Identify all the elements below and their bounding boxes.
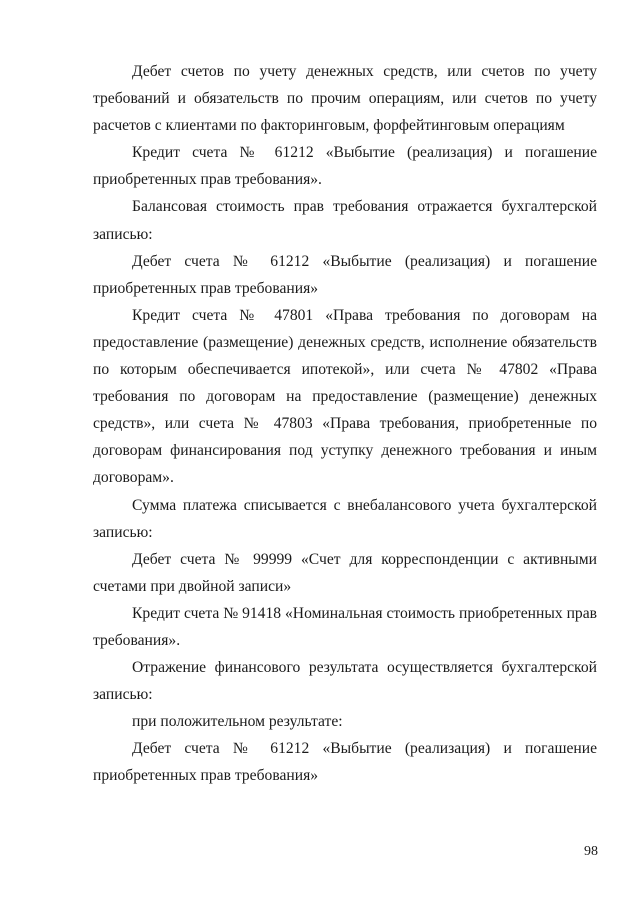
paragraph-debit-61212-final: Дебет счета № 61212 «Выбытие (реализация) и погашение приобретенных прав требования» <box>93 740 597 785</box>
page-number: 98 <box>584 844 598 859</box>
paragraph-debit-61212: Дебет счета № 61212 «Выбытие (реализация) и погашение приобретенных прав требования» <box>93 252 597 297</box>
paragraph-book-value: Балансовая стоимость прав требования отражается бухгалтерской записью: <box>93 198 597 243</box>
paragraph-financial-result: Отражение финансового результата осуществляется бухгалтерской записью: <box>93 659 597 704</box>
paragraph-debit-99999: Дебет счета № 99999 «Счет для корреспонденции с активными счетами при двойной записи» <box>93 550 597 595</box>
paragraph-positive-result: при положительном результате: <box>132 713 343 731</box>
paragraph-credit-478xx: Кредит счета № 47801 «Права требования по договорам на предоставление (размещение) денежных средств, исполнение обязательств по которым обеспечивается ипотекой», или счета № 47802 «Права требования по договорам на предоставление (размещение) денежных средств», или счета № 47803 «Права требования, приобретенные по договорам финансирования под уступку денежного требования и иным договорам». <box>93 306 597 487</box>
body-text <box>93 58 597 790</box>
paragraph-payment-writeoff: Сумма платежа списывается с внебалансового учета бухгалтерской записью: <box>93 496 597 541</box>
paragraph-credit-61212: Кредит счета № 61212 «Выбытие (реализация) и погашение приобретенных прав требования». <box>93 144 597 189</box>
paragraph-debit-cash-accounts: Дебет счетов по учету денежных средств, или счетов по учету требований и обязательств по прочим операциям, или счетов по учету расчетов с клиентами по факторинговым, форфейтинговым операциям <box>93 63 597 135</box>
paragraph-credit-91418: Кредит счета № 91418 «Номинальная стоимость приобретенных прав требования». <box>93 604 597 649</box>
